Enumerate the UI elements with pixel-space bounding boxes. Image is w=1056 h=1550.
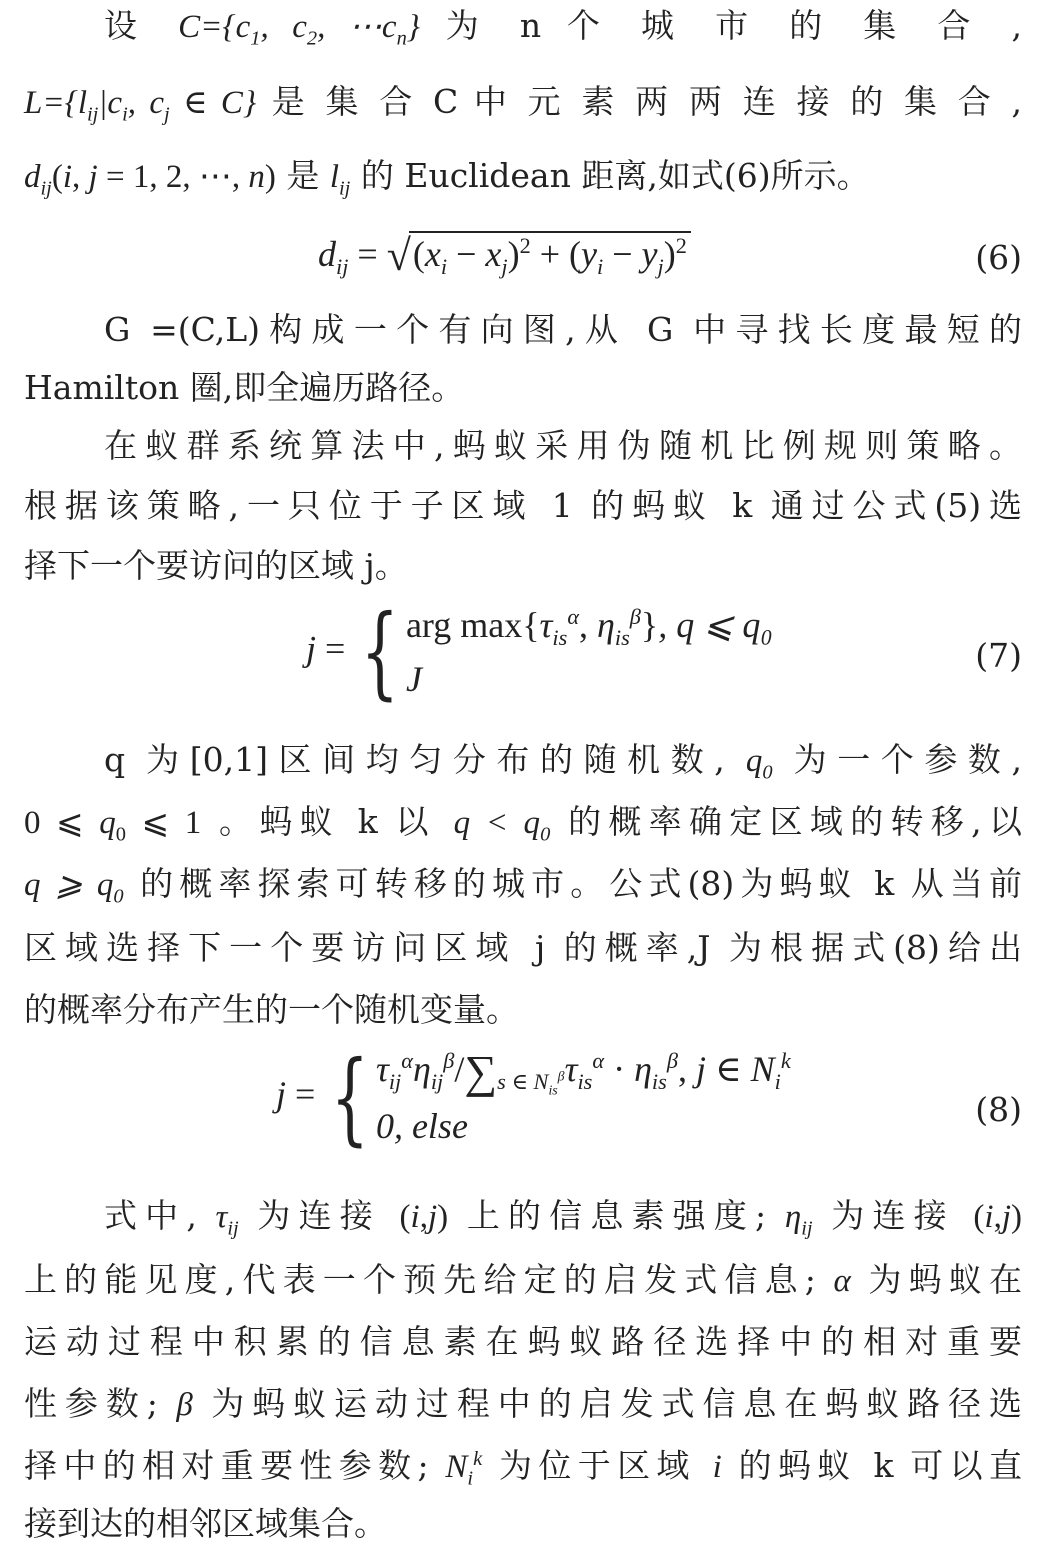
eta-ij-symbol: $\eta_{ij}$ bbox=[784, 1199, 813, 1240]
text: 为 n 个 城 市 的 集 合 , bbox=[445, 6, 1022, 45]
para5-line4 bbox=[24, 1380, 1022, 1429]
text: 式中, bbox=[104, 1196, 197, 1235]
lij-symbol: $l_{ij}$ bbox=[329, 159, 351, 200]
para4-line4: 区域选择下一个要访问区域 j 的概率,J 为根据式(8)给出 bbox=[24, 928, 1022, 967]
q0-symbol: $q_0$ bbox=[745, 743, 773, 784]
para5-line6: 接到达的相邻区域集合。 bbox=[24, 1504, 387, 1543]
para4-line3 bbox=[24, 860, 1022, 909]
q-less-q0: $q < q_0$ bbox=[453, 805, 551, 846]
text: 是 bbox=[286, 156, 320, 195]
para2-line1: G =(C,L)构成一个有向图,从 G 中寻找长度最短的 bbox=[104, 310, 1022, 349]
text: 为连接 bbox=[257, 1196, 381, 1235]
ij-pair: (i,j) bbox=[399, 1199, 449, 1235]
equation-7-number: (7) bbox=[975, 636, 1022, 675]
text: 0, else bbox=[375, 1106, 468, 1146]
text: , q ⩽ q₀ bbox=[658, 605, 773, 645]
set-l-formula: $L=\{l_{ij}|c_i$, $c_j$ ∈ C} bbox=[24, 85, 257, 126]
para3-line3: 择下一个要访问的区域 j。 bbox=[24, 546, 408, 585]
text: 的概率确定区域的转移,以 bbox=[568, 802, 1022, 841]
para3-line1: 在蚁群系统算法中,蚂蚁采用伪随机比例规则策略。 bbox=[104, 426, 1022, 465]
text: 。蚂蚁 k 以 bbox=[219, 802, 436, 841]
n-i-k-symbol: $N_i^k$ bbox=[445, 1448, 483, 1490]
dij-formula: $d_{ij}(i$, j = 1, 2, ⋯, n) bbox=[24, 159, 276, 200]
tau-ij-symbol: $\tau_{ij}$ bbox=[215, 1199, 239, 1240]
para4-line5: 的概率分布产生的一个随机变量。 bbox=[24, 990, 519, 1029]
text: 为蚂蚁在 bbox=[868, 1260, 1022, 1299]
text: 的蚂蚁 k 可以直 bbox=[738, 1446, 1022, 1485]
para1-line1 bbox=[104, 2, 1022, 51]
text: 的 Euclidean 距离,如式(6)所示。 bbox=[360, 156, 870, 195]
para1-line2 bbox=[24, 78, 1022, 127]
text: J bbox=[405, 659, 422, 699]
para5-line2 bbox=[24, 1256, 1022, 1305]
text: 为蚂蚁运动过程中的启发式信息在蚂蚁路径选 bbox=[211, 1384, 1023, 1423]
set-c-formula: $C=\{c_1$, $c_2$, $\cdots c_n$} bbox=[178, 9, 420, 50]
q-geq-q0: q ⩾ $q_0$ bbox=[24, 867, 124, 908]
para5-line3: 运动过程中积累的信息素在蚂蚁路径选择中的相对重要 bbox=[24, 1322, 1022, 1361]
text: 是 集 合 C 中 元 素 两 两 连 接 的 集 合 , bbox=[271, 82, 1022, 121]
equation-7: j = { arg $\max\{\tau_{is}^\alpha$, $\eta_{is}^\beta$}, q ⩽ q₀ J bbox=[306, 593, 773, 710]
para5-line5 bbox=[24, 1442, 1022, 1491]
para1-line3 bbox=[24, 152, 1022, 201]
text: 为一个参数, bbox=[793, 740, 1022, 779]
beta-symbol: β bbox=[176, 1387, 193, 1423]
para4-line1 bbox=[104, 736, 1022, 785]
equation-6-number: (6) bbox=[975, 238, 1022, 277]
text: 上的能见度,代表一个预先给定的启发式信息; bbox=[24, 1260, 816, 1299]
text: 为位于区域 bbox=[499, 1446, 696, 1485]
para5-line1 bbox=[104, 1192, 1022, 1241]
text: 的概率探索可转移的城市。公式(8)为蚂蚁 k 从当前 bbox=[140, 864, 1022, 903]
text: 性参数; bbox=[24, 1384, 158, 1423]
para4-line2 bbox=[24, 798, 1022, 847]
para2-line2: Hamilton 圈,即全遍历路径。 bbox=[24, 368, 465, 407]
equation-8: j = { $\tau_{ij}^\alpha\eta_{ij}^\beta/\sum_{s \in N_{is}^\beta}\tau_{is}^\alpha \cdot \eta_{is}^\beta$, j ∈ $N_i^k$ 0, else bbox=[276, 1038, 791, 1156]
text: 上的信息素强度; bbox=[466, 1196, 767, 1235]
para3-line2: 根据该策略,一只位于子区域 1 的蚂蚁 k 通过公式(5)选 bbox=[24, 486, 1022, 525]
equation-8-number: (8) bbox=[975, 1090, 1022, 1129]
text: 为连接 bbox=[831, 1196, 955, 1235]
text: 择中的相对重要性参数; bbox=[24, 1446, 429, 1485]
equation-6: $d_{ij} = √(x_i - x_j)^2 + (y_i - y_j)^2$ bbox=[318, 226, 691, 277]
ij-pair: (i,j) bbox=[973, 1199, 1022, 1235]
text: 设 bbox=[104, 6, 153, 45]
alpha-symbol: α bbox=[833, 1263, 851, 1299]
text: q 为[0,1]区间均匀分布的随机数, bbox=[104, 740, 725, 779]
i-symbol: i bbox=[712, 1449, 722, 1485]
q0-range: 0 ⩽ $q_0$ ⩽ 1 bbox=[24, 805, 202, 846]
